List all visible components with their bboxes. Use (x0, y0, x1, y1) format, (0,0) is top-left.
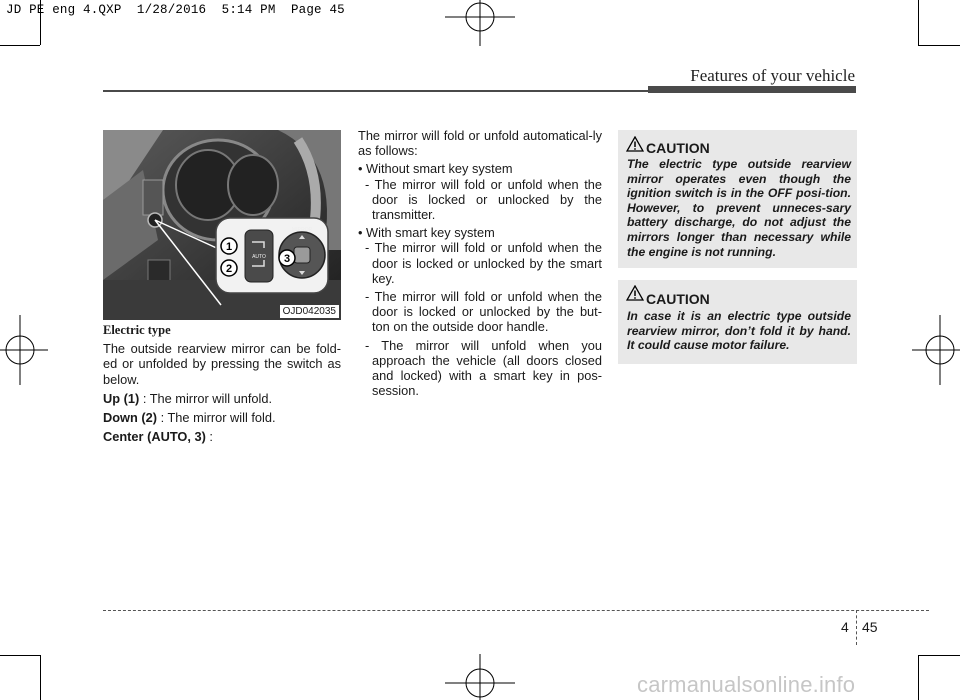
caution-title: CAUTION (646, 140, 710, 156)
callout-2: 2 (225, 263, 233, 275)
registration-mark-left (0, 315, 48, 385)
header-rule (103, 90, 658, 92)
page-number: 45 (862, 619, 878, 635)
registration-mark-right (912, 315, 960, 385)
auto-intro: The mirror will fold or unfold automatical-ly as follows: (358, 128, 602, 159)
sub-item: - The mirror will fold or unfold when the door is locked or unlocked by the transmitter. (365, 176, 602, 223)
footer-rule (103, 610, 929, 611)
warning-triangle-icon (626, 285, 644, 301)
callout-3: 3 (283, 253, 291, 265)
switch-position-down (103, 410, 341, 425)
caution-box (618, 280, 857, 364)
crop-mark (40, 655, 41, 700)
switch-position-up (103, 391, 341, 406)
footer-divider (856, 610, 857, 645)
sub-item: - The mirror will fold or unfold when the door is locked or unlocked by the smart key. (365, 240, 602, 286)
figure-code: OJD042035 (280, 305, 339, 318)
item-text: : The mirror will fold. (157, 410, 276, 426)
crop-mark (918, 655, 960, 656)
crop-mark (918, 0, 919, 45)
middle-column (358, 128, 602, 401)
bullet-with-smart-key: • With smart key system (358, 225, 495, 241)
caution-text: The electric type outside rearview mirror operates even though the ignition switch is in the OFF posi-tion. However, to prevent unneces-sary battery discharge, do not adjust the mirrors longer than necessary while the engine is not running. (627, 157, 851, 259)
item-text: : The mirror will unfold. (139, 390, 273, 406)
sub-item: - The mirror will unfold when you approach the vehicle (all doors closed and locked) with a smart key in pos-session. (365, 337, 602, 399)
sub-item: - The mirror will fold or unfold when the door is locked or unlocked by the but-ton on the outside door handle. (365, 289, 602, 335)
left-column (103, 323, 341, 448)
watermark: carmanualsonline.info (637, 672, 856, 697)
dashboard-illustration (103, 130, 341, 320)
item-label: Down (2) (103, 410, 158, 426)
section-title: Features of your vehicle (690, 66, 855, 85)
caution-text: In case it is an electric type outside rearview mirror, don’t fold it by hand. It could cause motor failure. (627, 309, 851, 353)
intro-paragraph: The outside rearview mirror can be fold-ed or unfolded by pressing the switch as below. (103, 341, 341, 387)
caution-title: CAUTION (646, 291, 710, 307)
callout-1: 1 (225, 241, 233, 253)
item-text: : (205, 429, 213, 445)
registration-mark-bottom (445, 654, 515, 700)
mirror-switch-figure (103, 130, 341, 320)
crop-mark (918, 655, 919, 700)
switch-position-center (103, 429, 341, 444)
subsection-heading: Electric type (103, 323, 171, 337)
bullet-without-smart-key: • Without smart key system (358, 161, 513, 177)
caution-box (618, 130, 857, 268)
switch-label-auto: AUTO (252, 254, 266, 260)
header-rule-accent (648, 86, 856, 93)
registration-mark-top (445, 0, 515, 46)
crop-mark (918, 45, 960, 46)
print-slug: JD PE eng 4.QXP 1/28/2016 5:14 PM Page 45 (6, 3, 345, 17)
chapter-number: 4 (841, 619, 849, 635)
crop-mark (0, 45, 40, 46)
item-label: Up (1) (103, 390, 140, 406)
warning-triangle-icon (626, 136, 644, 152)
switch-label-mirror: MIRROR (291, 227, 313, 233)
crop-mark (0, 655, 40, 656)
item-label: Center (AUTO, 3) (103, 429, 206, 445)
